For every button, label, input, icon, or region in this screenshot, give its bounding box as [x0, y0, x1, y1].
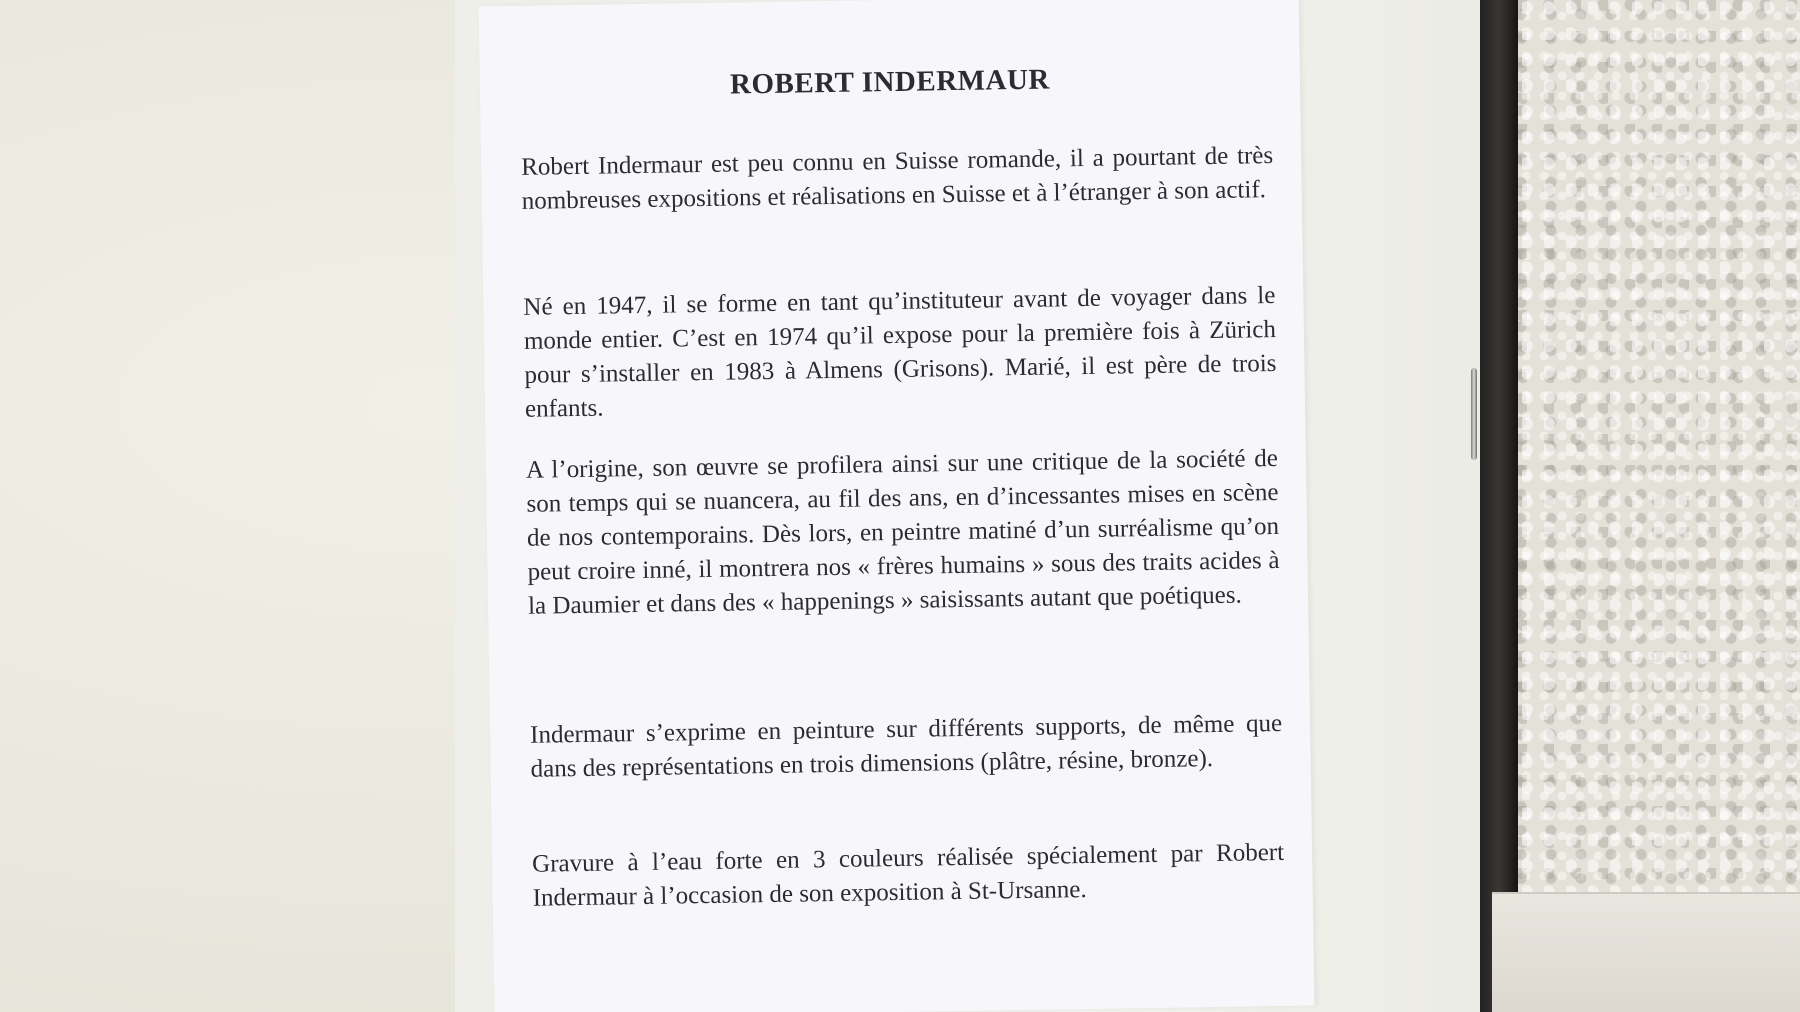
staple	[1471, 368, 1477, 460]
card-title: ROBERT INDERMAUR	[729, 63, 1051, 101]
paragraph-media: Indermaur s’exprime en peinture sur différents supports, de même que dans des représentations en trois dimensions (plâtre, résine, bronze).	[529, 709, 1283, 783]
paragraph-engraving: Gravure à l’eau forte en 3 couleurs réalisée spécialement par Robert Indermaur à l’occasion de son exposition à St-Ursanne.	[531, 838, 1285, 912]
info-card	[479, 0, 1315, 1012]
frame-edge	[1480, 0, 1518, 1012]
paragraph-biography: Né en 1947, il se forme en tant qu’instituteur avant de voyager dans le monde entier. C’est en 1974 qu’il expose pour la première fois à Zürich pour s’installer en 1983 à Almens (Grisons). Marié, il est père de trois enfants.	[523, 282, 1277, 423]
pedestal-block	[1492, 892, 1800, 1012]
stucco-wall	[1500, 0, 1800, 1012]
paragraph-intro: Robert Indermaur est peu connu en Suisse romande, il a pourtant de très nombreuses expositions et réalisations en Suisse et à l’étranger à son actif.	[521, 142, 1274, 215]
paragraph-oeuvre: A l’origine, son œuvre se profilera ainsi sur une critique de la société de son temps qui se nuancera, au fil des ans, en d’incessantes mises en scène de nos contemporains. Dès lors, en peintre matiné d’un surréalisme qu’on peut croire inné, il montrera nos « frères humains » sous des traits acides à la Daumier et dans des « happenings » saisissants autant que poétiques.	[525, 444, 1280, 620]
